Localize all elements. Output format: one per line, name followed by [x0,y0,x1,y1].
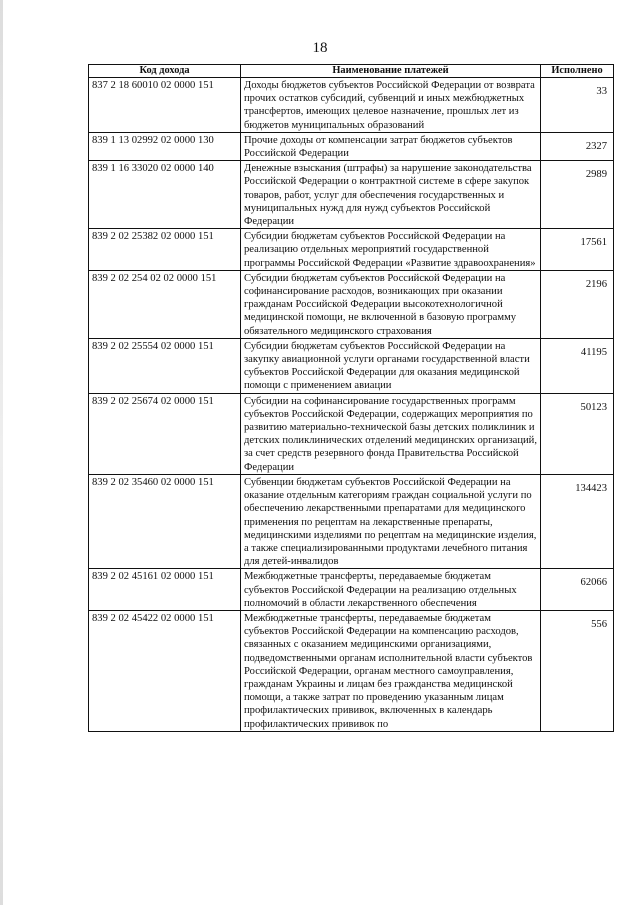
page-number: 18 [312,40,328,56]
table-row [89,161,614,229]
revenue-table [88,64,614,732]
header-amount: Исполнено [541,65,614,78]
table-row [89,132,614,160]
income-code: 839 1 16 33020 02 0000 140 [89,161,241,229]
income-code: 837 2 18 60010 02 0000 151 [89,78,241,133]
payment-name: Доходы бюджетов субъектов Российской Федерации от возврата прочих остатков субсидий, субвенций и иных межбюджетных трансфертов, имеющих целевое назначение, прошлых лет из бюджетов муниципальных образований [241,78,541,133]
payment-name: Прочие доходы от компенсации затрат бюджетов субъектов Российской Федерации [241,132,541,160]
income-code: 839 2 02 25674 02 0000 151 [89,393,241,474]
income-code: 839 2 02 25382 02 0000 151 [89,229,241,271]
table-row [89,393,614,474]
executed-amount: 41195 [541,338,614,393]
scan-edge [0,0,3,905]
executed-amount: 2989 [541,161,614,229]
table-row [89,569,614,611]
payment-name: Субсидии бюджетам субъектов Российской Федерации на закупку авиационной услуги органами государственной власти субъектов Российской Федерации для оказания медицинской помощи с применением авиации [241,338,541,393]
table-row [89,78,614,133]
table-header-row [89,65,614,78]
income-code: 839 2 02 254 02 02 0000 151 [89,270,241,338]
payment-name: Субсидии бюджетам субъектов Российской Федерации на реализацию отдельных мероприятий государственной программы Российской Федерации «Развитие здравоохранения» [241,229,541,271]
table-row [89,474,614,568]
income-code: 839 2 02 45422 02 0000 151 [89,610,241,731]
table-row [89,338,614,393]
executed-amount: 50123 [541,393,614,474]
executed-amount: 17561 [541,229,614,271]
executed-amount: 134423 [541,474,614,568]
payment-name: Субсидии на софинансирование государственных программ субъектов Российской Федерации, содержащих мероприятия по развитию материально-технической базы детских поликлиник и детских поликлинических отделений медицинских организаций, за счет средств резервного фонда Правительства Российской Федерации [241,393,541,474]
income-code: 839 2 02 45161 02 0000 151 [89,569,241,611]
payment-name: Межбюджетные трансферты, передаваемые бюджетам субъектов Российской Федерации на реализацию отдельных полномочий в области лекарственного обеспечения [241,569,541,611]
executed-amount: 33 [541,78,614,133]
executed-amount: 556 [541,610,614,731]
payment-name: Субсидии бюджетам субъектов Российской Федерации на софинансирование расходов, возникающих при оказании гражданам Российской Федерации высокотехнологичной медицинской помощи, не включенной в базовую программу обязательного медицинского страхования [241,270,541,338]
executed-amount: 2196 [541,270,614,338]
payment-name: Субвенции бюджетам субъектов Российской Федерации на оказание отдельным категориям граждан социальной услуги по обеспечению лекарственными препаратами для медицинского применения по рецептам на лекарственные препараты, медицинскими изделиями по рецептам на медицинские изделия, а также специализированными продуктами лечебного питания для детей-инвалидов [241,474,541,568]
header-name: Наименование платежей [241,65,541,78]
header-code: Код дохода [89,65,241,78]
table-row [89,229,614,271]
table-row [89,610,614,731]
executed-amount: 2327 [541,132,614,160]
payment-name: Межбюджетные трансферты, передаваемые бюджетам субъектов Российской Федерации на компенсацию расходов, связанных с оказанием медицинскими организациями, подведомственными органам исполнительной власти субъектов Российской Федерации, органам местного самоуправления, гражданам Украины и лицам без гражданства медицинской помощи, а также затрат по проведению указанным лицам профилактических прививок, включенных в календарь профилактических прививок по [241,610,541,731]
income-code: 839 2 02 35460 02 0000 151 [89,474,241,568]
executed-amount: 62066 [541,569,614,611]
payment-name: Денежные взыскания (штрафы) за нарушение законодательства Российской Федерации о контрактной системе в сфере закупок товаров, работ, услуг для обеспечения государственных и муниципальных нужд для нужд субъектов Российской Федерации [241,161,541,229]
income-code: 839 2 02 25554 02 0000 151 [89,338,241,393]
table-row [89,270,614,338]
income-code: 839 1 13 02992 02 0000 130 [89,132,241,160]
